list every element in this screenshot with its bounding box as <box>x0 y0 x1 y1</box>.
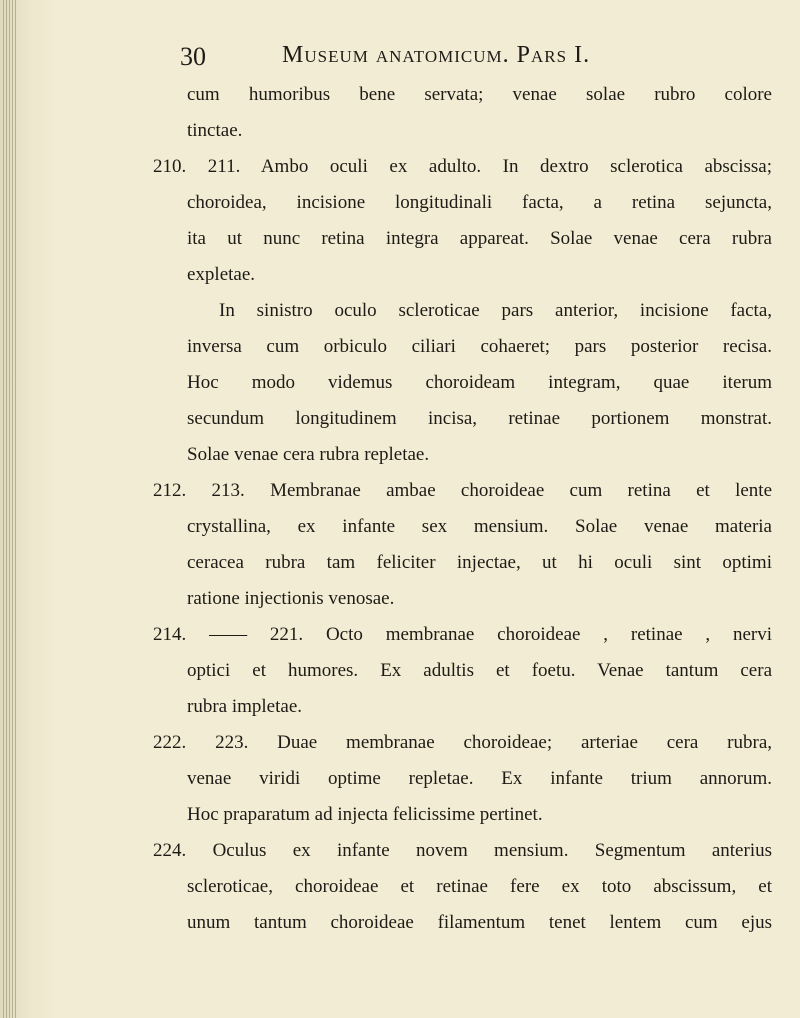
text-line: In sinistro oculo scleroticae pars anterior, incisione facta, <box>219 300 772 321</box>
text-line: expletae. <box>187 264 256 285</box>
entry-212-213: 212. 213. Membranae ambae choroideae cum retina et lente <box>153 480 772 501</box>
page-number: 30 <box>180 42 206 71</box>
text-line: Solae venae cera rubra repletae. <box>187 444 430 465</box>
entry-222-223: 222. 223. Duae membranae choroideae; arteriae cera rubra, <box>153 732 772 753</box>
text-line: choroidea, incisione longitudinali facta, a retina sejuncta, <box>187 192 772 213</box>
text-line: tinctae. <box>187 120 243 141</box>
page-header <box>0 38 800 78</box>
text-line: ceracea rubra tam feliciter injectae, ut hi oculi sint optimi <box>187 552 772 573</box>
text-line: ita ut nunc retina integra appareat. Solae venae cera rubra <box>187 228 772 249</box>
entry-210-211: 210. 211. Ambo oculi ex adulto. In dextro sclerotica abscissa; <box>153 156 772 177</box>
running-head: Museum anatomicum. Pars I. <box>282 42 591 68</box>
text-line: optici et humores. Ex adultis et foetu. Venae tantum cera <box>187 660 772 681</box>
text-line: cum humoribus bene servata; venae solae rubro colore <box>187 84 772 105</box>
text-line: secundum longitudinem incisa, retinae portionem monstrat. <box>187 408 772 429</box>
body-text <box>153 77 772 941</box>
text-line: crystallina, ex infante sex mensium. Solae venae materia <box>187 516 772 537</box>
text-line: inversa cum orbiculo ciliari cohaeret; pars posterior recisa. <box>187 336 772 357</box>
text-line: venae viridi optime repletae. Ex infante trium annorum. <box>187 768 772 789</box>
entry-214-221: 214. —— 221. Octo membranae choroideae , retinae , nervi <box>153 624 772 645</box>
text-line: scleroticae, choroideae et retinae fere ex toto abscissum, et <box>187 876 772 897</box>
text-line: ratione injectionis venosae. <box>187 588 395 609</box>
text-line: Hoc modo videmus choroideam integram, quae iterum <box>187 372 772 393</box>
text-line: Hoc praparatum ad injecta felicissime pertinet. <box>187 804 543 825</box>
text-line: rubra impletae. <box>187 696 303 717</box>
entry-224: 224. Oculus ex infante novem mensium. Segmentum anterius <box>153 840 772 861</box>
binding-gutter <box>0 0 22 1018</box>
text-line: unum tantum choroideae filamentum tenet lentem cum ejus <box>187 912 772 933</box>
